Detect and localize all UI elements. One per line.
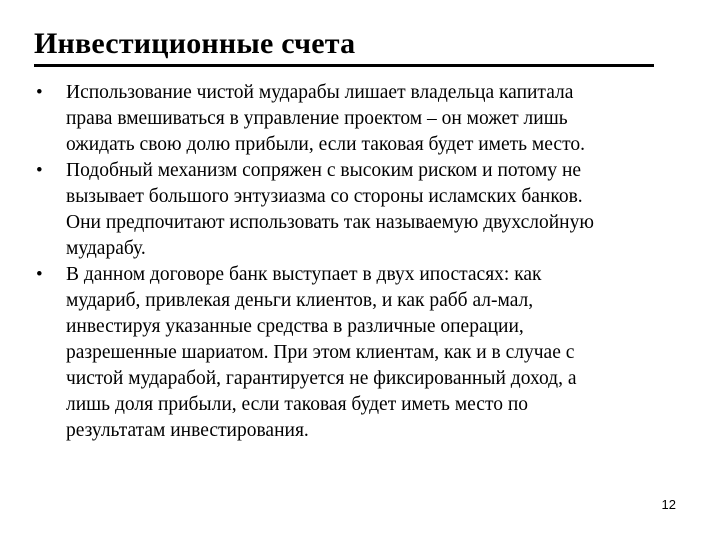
bullet-text-line: Они предпочитают использовать так называемую двухслойную — [66, 212, 594, 233]
bullet-text-line: мудариб, привлекая деньги клиентов, и как рабб ал-мал, — [66, 290, 534, 311]
bullet-text-line: Подобный механизм сопряжен с высоким риском и потому не — [66, 160, 582, 181]
bullet-item — [36, 80, 676, 158]
bullet-text-line: Использование чистой мударабы лишает владельца капитала — [66, 82, 574, 103]
bullet-dot-icon: • — [36, 160, 43, 181]
bullet-item — [36, 158, 676, 262]
bullet-text-line: результатам инвестирования. — [66, 420, 309, 441]
bullet-text-line: мударабу. — [66, 238, 146, 259]
bullet-text-line: инвестируя указанные средства в различные операции, — [66, 316, 524, 337]
bullet-item — [36, 262, 676, 444]
bullet-dot-icon: • — [36, 82, 43, 103]
page-number: 12 — [661, 497, 676, 512]
bullet-text-line: вызывает большого энтузиазма со стороны исламских банков. — [66, 186, 583, 207]
bullet-text-line: лишь доля прибыли, если таковая будет иметь место по — [66, 394, 529, 415]
bullet-text-line: чистой мударабой, гарантируется не фиксированный доход, а — [66, 368, 577, 389]
bullet-dot-icon: • — [36, 264, 43, 285]
title-underline — [34, 64, 654, 67]
bullet-text-line: В данном договоре банк выступает в двух ипостасях: как — [66, 264, 542, 285]
bullet-text-line: разрешенные шариатом. При этом клиентам, как и в случае с — [66, 342, 575, 363]
bullet-text-line: права вмешиваться в управление проектом – он может лишь — [66, 108, 568, 129]
bullet-list — [36, 80, 676, 444]
bullet-text-line: ожидать свою долю прибыли, если таковая будет иметь место. — [66, 134, 585, 155]
slide-title: Инвестиционные счета — [34, 27, 356, 60]
